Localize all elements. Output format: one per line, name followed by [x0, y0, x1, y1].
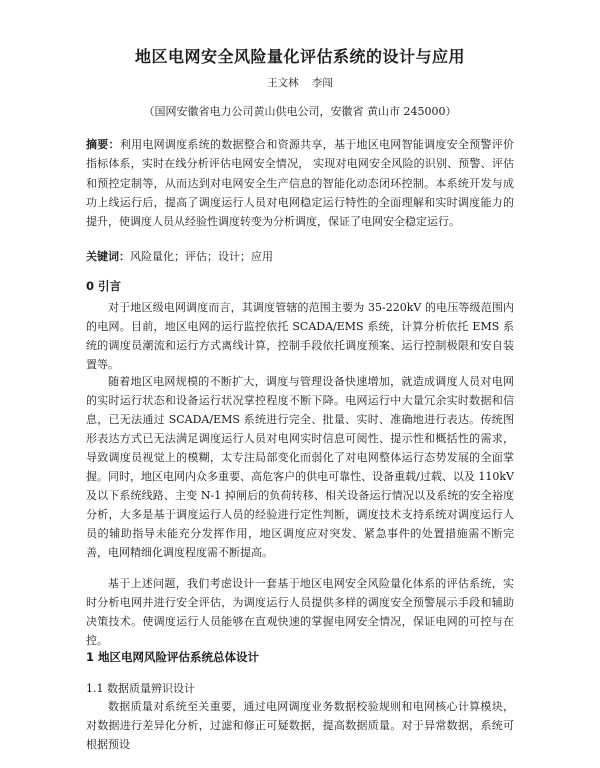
abstract: [86, 135, 514, 231]
abstract-text: 利用电网调度系统的数据整合和资源共享，基于地区电网智能调度安全预警评价指标体系，实时在线分析评估电网安全情况， 实现对电网安全风险的识别、预警、评估和预控定制等，从而达到对电网安全生产信息的智能化动态闭环控制。本系统开发与成功上线运行后，提高了调度运行人员对电网稳定运行特性的全面理解和实时调度能力的提升，使调度人员从经验性调度转变为分析调度，保证了电网安全稳定运行。: [86, 138, 514, 229]
subsection-heading-1-1: 1.1 数据质量辨识设计: [86, 682, 195, 695]
intro-paragraph-3: [86, 574, 514, 650]
keywords: [86, 247, 514, 266]
intro-paragraph-2: [86, 372, 514, 562]
paragraph-text: 随着地区电网规模的不断扩大，调度与管理设备快速增加，就造成调度人员对电网的实时运行状态和设备运行状况掌控程度不断下降。电网运行中大量冗余实时数据和信息，已无法通过 SCADA/EMS 系统进行完全、批量、实时、准确地进行表达。传统图形表达方式已无法满足调度运行人员对电网实时信息可阅性、提示性和概括性的需求，导致调度员视觉上的模糊，太专注局部变化而弱化了对电网整体运行态势发展的全面掌握。同时，地区电网内众多重要、高危客户的供电可靠性、设备重载/过载、以及 110kV 及以下系统线路、主变 N-1 掉闸后的负荷转移、相关设备运行情况以及系统的安全裕度分析，大多是基于调度运行人员的经验进行定性判断，调度技术支持系统对调度运行人员的辅助指导未能充分发挥作用，地区调度应对突发、紧急事件的处置措施需不断完善，电网精细化调度程度需不断提高。: [86, 375, 514, 559]
author-affiliation: （国网安徽省电力公司黄山供电公司，安徽省 黄山市 245000）: [143, 105, 457, 118]
paragraph-text: 对于地区级电网调度而言，其调度管辖的范围主要为 35-220kV 的电压等级范围内的电网。目前，地区电网的运行监控依托 SCADA/EMS 系统，计算分析依托 EMS 系统的调度员潮流和运行方式离线计算，控制手段依托调度预案、运行控制极限和安自装置等。: [86, 301, 514, 371]
section-heading-intro: 0 引言: [86, 279, 122, 293]
keywords-text: 风险量化；评估；设计；应用: [130, 250, 273, 263]
keywords-label: 关键词：: [86, 250, 130, 263]
abstract-label: 摘要：: [86, 138, 120, 151]
section-1-1-paragraph: [86, 697, 514, 754]
intro-paragraph-1: [86, 298, 514, 374]
paper-authors: 王文林 李闯: [267, 77, 333, 89]
paper-title: 地区电网安全风险量化评估系统的设计与应用: [134, 47, 465, 66]
paragraph-text: 数据质量对系统至关重要，通过电网调度业务数据校验规则和电网核心计算模块，对数据进行差异化分析，过滤和修正可疑数据，提高数据质量。对于异常数据，系统可根据预设: [86, 700, 514, 751]
section-heading-1: 1 地区电网风险评估系统总体设计: [86, 650, 260, 664]
paragraph-text: 基于上述问题，我们考虑设计一套基于地区电网安全风险量化体系的评估系统，实时分析电网并进行安全评估，为调度运行人员提供多样的调度安全预警展示手段和辅助决策技术。使调度运行人员能够在直观快速的掌握电网安全情况，保证电网的可控与在控。: [86, 577, 514, 647]
